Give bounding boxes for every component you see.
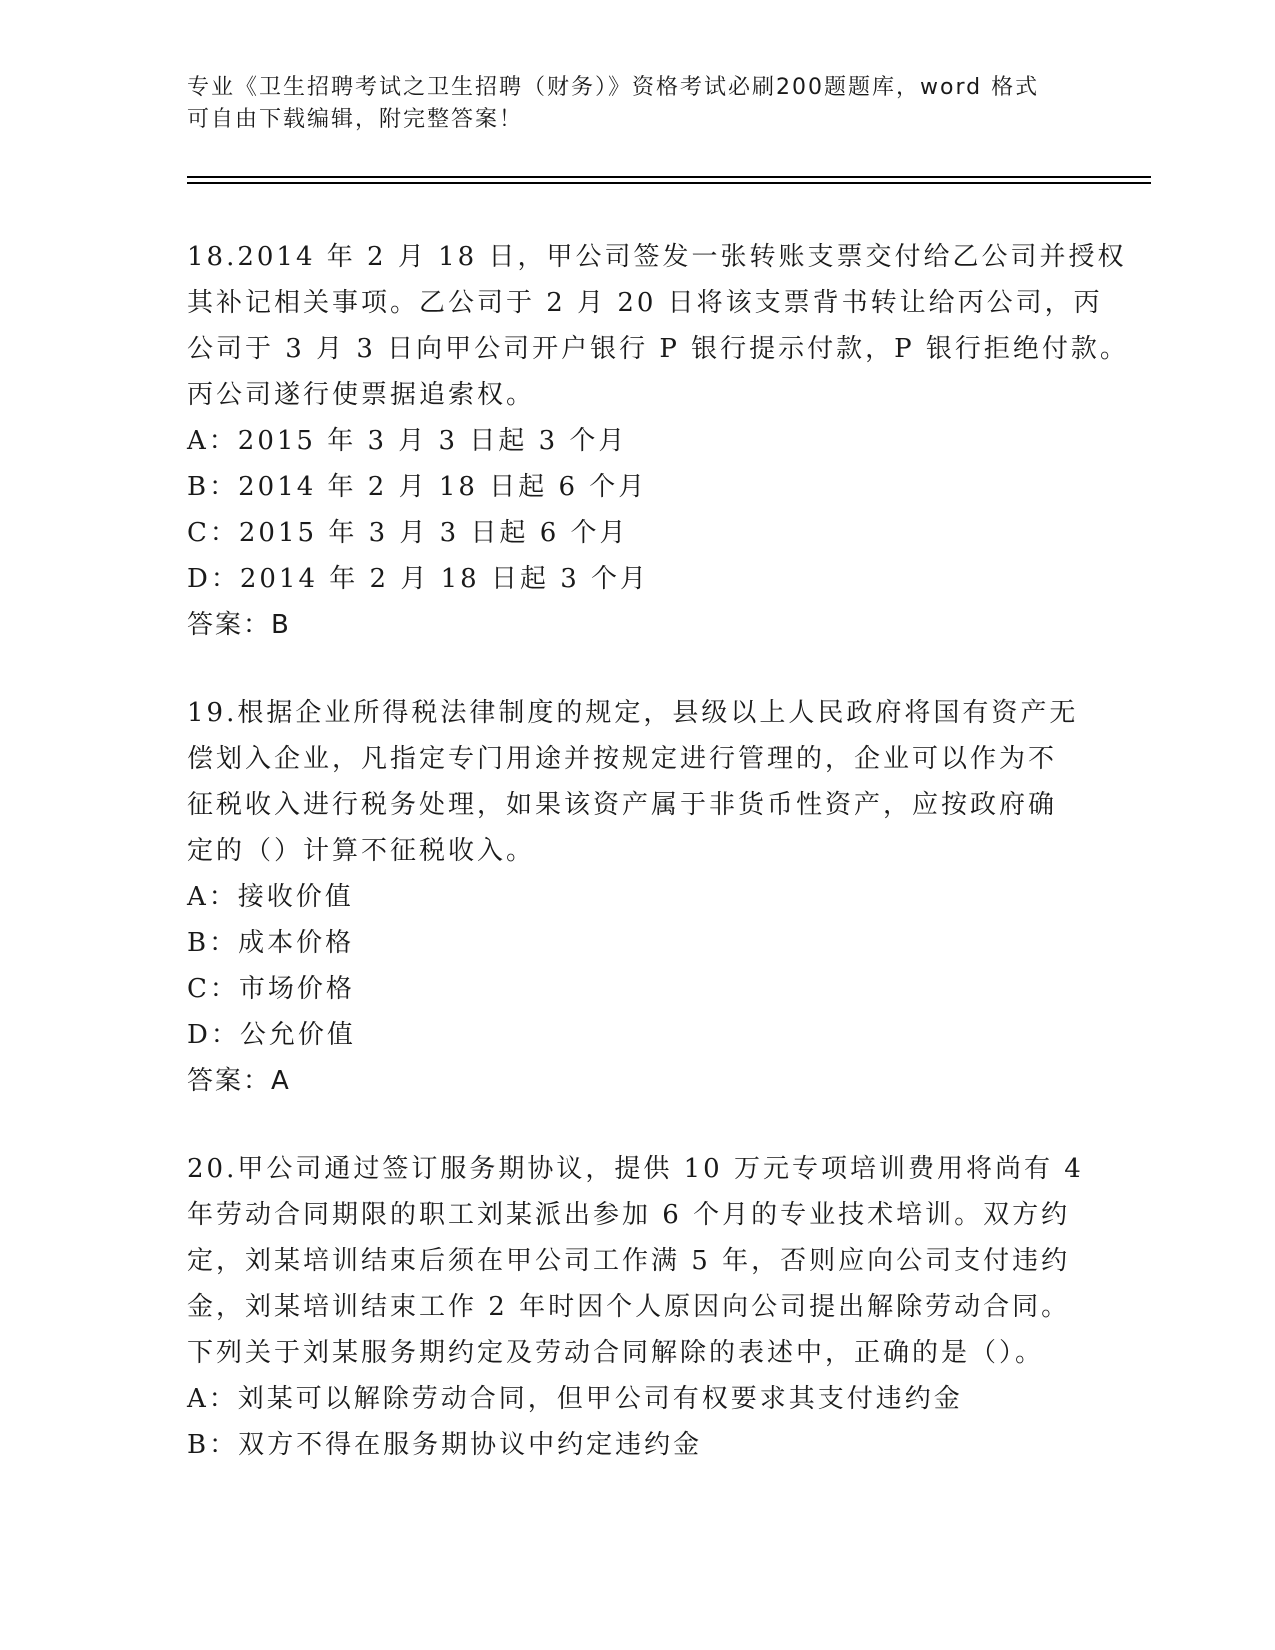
stem-line: 19.根据企业所得税法律制度的规定，县级以上人民政府将国有资产无 [187,698,1079,728]
stem-line: 下列关于刘某服务期约定及劳动合同解除的表述中，正确的是（）。 [187,1338,1045,1368]
question-stem [187,1146,1087,1376]
stem-line: 定，刘某培训结束后须在甲公司工作满 5 年，否则应向公司支付违约 [187,1246,1071,1276]
question-19 [187,690,1087,1104]
option-b: B：成本价格 [187,928,355,958]
answer-line: 答案：B [187,610,291,640]
stem-line: 金，刘某培训结束工作 2 年时因个人原因向公司提出解除劳动合同。 [187,1292,1071,1322]
question-20 [187,1146,1087,1468]
option-a: A：刘某可以解除劳动合同，但甲公司有权要求其支付违约金 [187,1384,963,1414]
option-b: B：2014 年 2 月 18 日起 6 个月 [187,472,648,502]
stem-line: 丙公司遂行使票据追索权。 [187,380,536,410]
option-a: A：2015 年 3 月 3 日起 3 个月 [187,426,628,456]
question-stem [187,690,1087,874]
option-a: A：接收价值 [187,882,354,912]
question-stem [187,234,1129,418]
question-18 [187,234,1129,648]
stem-line: 定的（）计算不征税收入。 [187,836,536,866]
stem-line: 年劳动合同期限的职工刘某派出参加 6 个月的专业技术培训。双方约 [187,1200,1071,1230]
option-d: D：2014 年 2 月 18 日起 3 个月 [187,564,650,594]
stem-line: 偿划入企业，凡指定专门用途并按规定进行管理的，企业可以作为不 [187,744,1058,774]
answer-line: 答案：A [187,1066,291,1096]
option-d: D：公允价值 [187,1020,356,1050]
stem-line: 公司于 3 月 3 日向甲公司开户银行 P 银行提示付款，P 银行拒绝付款。 [187,334,1129,364]
option-c: C：市场价格 [187,974,355,1004]
document-header [187,72,1087,136]
stem-line: 20.甲公司通过签订服务期协议，提供 10 万元专项培训费用将尚有 4 [187,1154,1084,1184]
stem-line: 征税收入进行税务处理，如果该资产属于非货币性资产，应按政府确 [187,790,1058,820]
header-divider-bottom [187,182,1151,184]
stem-line: 其补记相关事项。乙公司于 2 月 20 日将该支票背书转让给丙公司，丙 [187,288,1103,318]
header-line-2: 可自由下载编辑，附完整答案！ [187,107,524,132]
header-divider-top [187,176,1151,178]
header-line-1: 专业《卫生招聘考试之卫生招聘（财务）》资格考试必刷200题题库，word 格式 [187,75,1040,100]
option-b: B：双方不得在服务期协议中约定违约金 [187,1430,703,1460]
stem-line: 18.2014 年 2 月 18 日，甲公司签发一张转账支票交付给乙公司并授权 [187,242,1127,272]
option-c: C：2015 年 3 月 3 日起 6 个月 [187,518,629,548]
